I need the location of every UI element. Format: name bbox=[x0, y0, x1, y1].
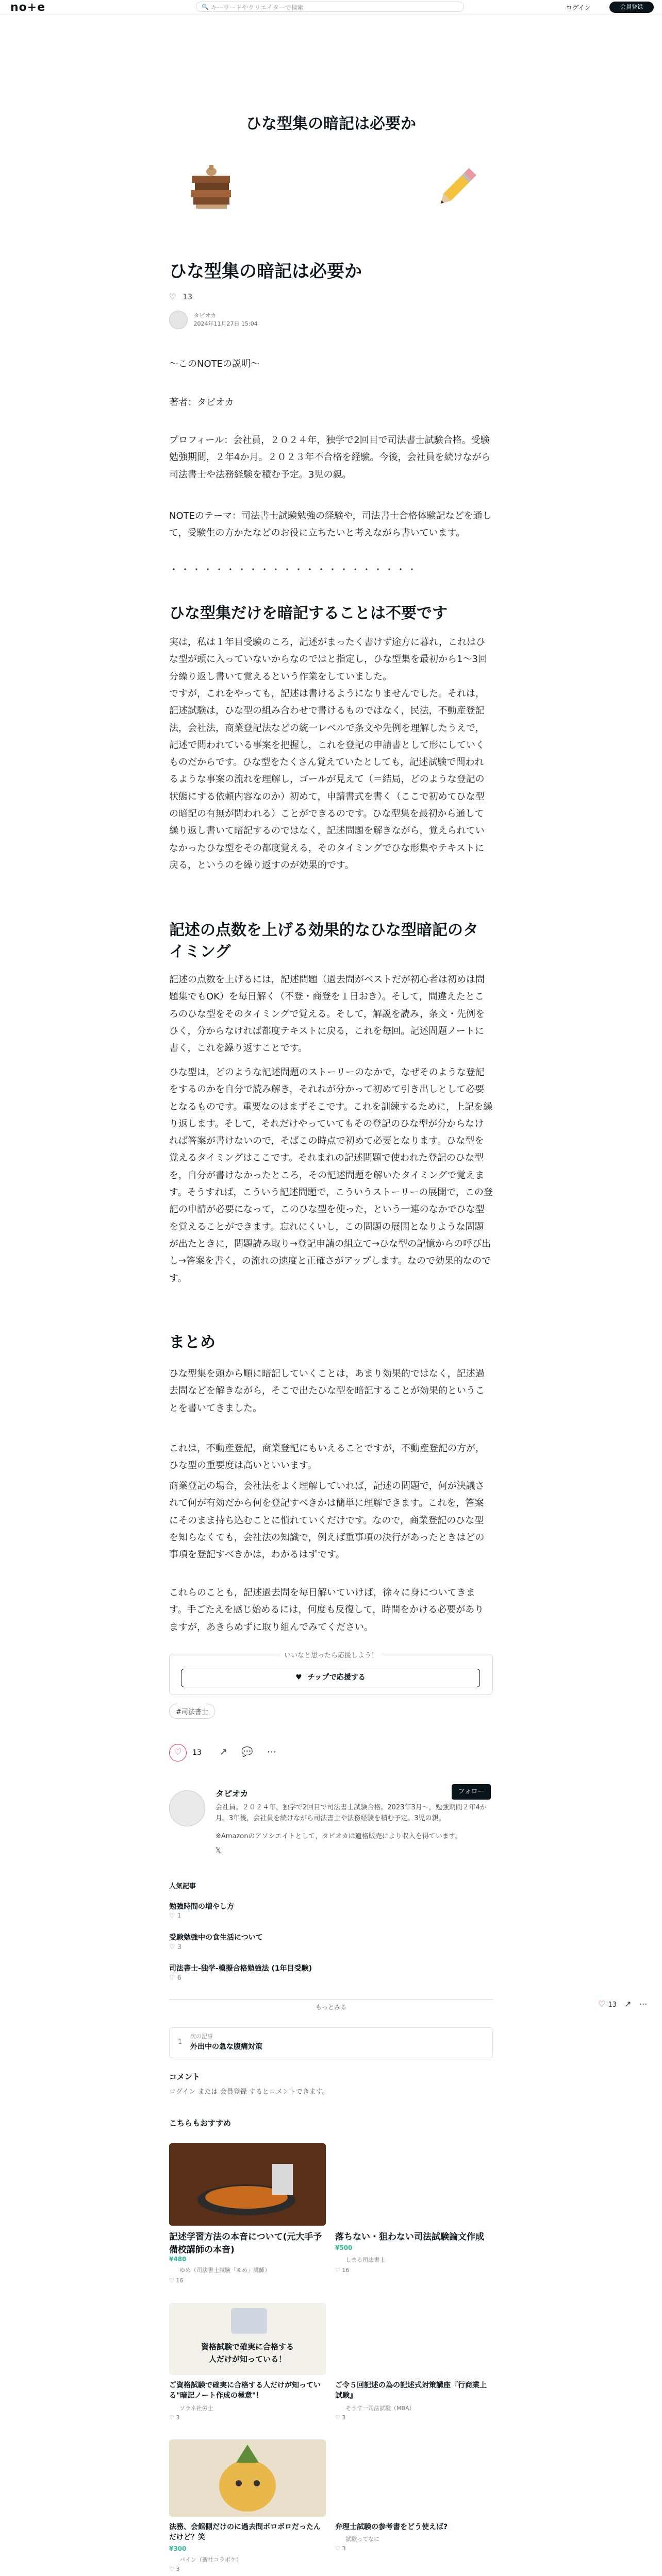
intro-heading: 〜このNOTEの説明〜 bbox=[169, 359, 260, 369]
next-article-box[interactable] bbox=[169, 2027, 493, 2058]
section-paragraph: これらのことも，記述過去問を毎日解いていけば，徐々に身についてきます。手ごたえを感じ始めるには，何度も反復して，時間をかける必要がありますが，あきらめずに取り組んでみてください。 bbox=[169, 1587, 484, 1633]
article-title: ひな型集の暗記は必要か bbox=[169, 261, 362, 282]
card-price: ¥480 bbox=[169, 2256, 187, 2263]
pencil-illustration bbox=[433, 165, 479, 211]
more-link[interactable]: もっとみる bbox=[315, 2004, 346, 2011]
card-likes: 3 bbox=[342, 2414, 346, 2421]
next-title: 外出中の急な腹痛対策 bbox=[190, 2043, 262, 2051]
share-icon[interactable]: ↗ bbox=[220, 1747, 228, 1757]
tip-button[interactable] bbox=[181, 1669, 480, 1687]
next-kicker: 次の記事 bbox=[190, 2033, 213, 2040]
dot-divider: ・・・・・・・・・・・・・・・・・・・・・・ bbox=[169, 565, 419, 575]
search-placeholder: キーワードやクリエイターで検索 bbox=[211, 4, 304, 11]
card-title[interactable]: 法務、会館側だけのに過去問ボロボロだったんだけど？笑 bbox=[169, 2523, 321, 2542]
popular-item[interactable]: 勉強時間の増やし方 bbox=[169, 1903, 234, 1911]
heart-icon: ♡ bbox=[169, 1912, 177, 1920]
like-button[interactable]: ♡ bbox=[169, 1744, 187, 1761]
tip-box bbox=[169, 1654, 493, 1695]
section-heading: ひな型集だけを暗記することは不要です bbox=[169, 604, 448, 622]
popular-item[interactable]: 司法書士-独学-模擬合格勉強法 (1年目受験) bbox=[169, 1964, 312, 1973]
card-author[interactable]: しまる司法書士 bbox=[345, 2257, 385, 2263]
follow-button[interactable]: フォロー bbox=[452, 1784, 491, 1800]
card-likes: 3 bbox=[342, 2545, 346, 2552]
signup-button[interactable]: 会員登録 bbox=[609, 2, 654, 13]
heart-icon: ♡ bbox=[169, 1974, 177, 1982]
section-paragraph: 記述の点数を上げるには，記述問題（過去問がベストだが初心者は初めは問題集でもOK）を毎日解く（不登・商登を１日おき）。そして，間違えたところのひな型をそのタイミングで覚える。そして，解説を読み，条文・先例をひく，分からなければ都度テキストに戻る，これを毎回。記述問題ノートに書く，これを繰り返すことです。 bbox=[169, 974, 485, 1054]
intro-profile: プロフィール：会社員，２０２４年，独学で2回目で司法書士試験合格。受験勉強期間，２年4か月。２０２３年不合格を経験。今後，会社員を続けながら司法書士や法務経験を積む予定。3児の親。 bbox=[169, 435, 491, 480]
side-actions bbox=[598, 1999, 648, 2009]
thumb-illustration bbox=[231, 2308, 267, 2334]
thumb-text: 人だけが知っている！ bbox=[208, 2354, 286, 2364]
note-logo[interactable]: no+e bbox=[10, 1, 46, 14]
card-title[interactable]: ご令５回記述の為の記述式対策講座『行商業上試験』 bbox=[335, 2381, 487, 2400]
card-title[interactable]: 弁理士試験の参考書をどう使えば? bbox=[335, 2523, 448, 2531]
x-icon[interactable]: 𝕏 bbox=[216, 1847, 221, 1855]
site-header bbox=[0, 0, 662, 14]
comment-icon[interactable]: 💬 bbox=[241, 1747, 253, 1757]
pineapple-illustration bbox=[169, 2439, 326, 2517]
thumb-text: 資格試験で確実に合格する bbox=[201, 2342, 294, 2351]
card-likes: 16 bbox=[342, 2267, 350, 2274]
popular-likes: 3 bbox=[177, 1943, 182, 1951]
hero-title: ひな型集の暗記は必要か bbox=[246, 115, 416, 133]
author-avatar-large[interactable] bbox=[169, 1790, 205, 1826]
section-paragraph: これは，不動産登記，商業登記にもいえることですが，不動産登記の方が，ひな型の重要度は高いといいます。 bbox=[169, 1443, 485, 1471]
author-bio-affiliate: ※Amazonのアソシエイトとして，タピオカは適格販売により収入を得ています。 bbox=[216, 1833, 462, 1840]
tip-label: いいなと思ったら応援しよう！ bbox=[170, 1650, 492, 1659]
section-paragraph: ひな型集を頭から順に暗記していくことは，あまり効果的ではなく，記述過去問などを解きながら，そこで出たひな型を暗記することが効果的ということを書いてきました。 bbox=[169, 1368, 485, 1414]
publish-date: 2024年11月27日 15:04 bbox=[193, 320, 258, 327]
side-heart-icon[interactable]: ♡ bbox=[598, 1999, 606, 2009]
card-thumbnail[interactable] bbox=[169, 2303, 326, 2375]
magazine-num: 1 bbox=[178, 2038, 183, 2046]
hashtag[interactable]: #司法書士 bbox=[169, 1704, 215, 1719]
heart-icon: ♡ bbox=[169, 1943, 177, 1951]
card-price: ¥300 bbox=[169, 2545, 187, 2552]
card-author[interactable]: ソラネ社労士 bbox=[179, 2405, 213, 2412]
heart-icon[interactable]: ♡ bbox=[169, 292, 176, 301]
card-likes: 16 bbox=[176, 2277, 184, 2284]
like-count: 13 bbox=[183, 292, 193, 301]
author-name[interactable]: タピオカ bbox=[193, 312, 217, 319]
section-paragraph: 商業登記の場合，会社法をよく理解していれば，記述の問題で，何が決議されて何が有効だから何を登記すべきかは簡単に理解できます。これを，答案にそのまま持ち込むことに慣れていくだけです。なので，商業登記のひな型を知らなくても，会社法の知識で，例えば重事項の決行があったときはどの事項を登記すべきかは，わかるはずです。 bbox=[169, 1481, 485, 1561]
card-thumbnail[interactable] bbox=[169, 2439, 326, 2517]
cooking-photo bbox=[169, 2143, 326, 2226]
card-likes: 3 bbox=[176, 2566, 180, 2572]
heart-icon: ♡ bbox=[169, 2277, 176, 2284]
search-icon: 🔍 bbox=[202, 4, 209, 10]
card-title[interactable]: 記述学習方法の本音について(元大手予備校講師の本音) bbox=[169, 2232, 322, 2255]
books-illustration bbox=[186, 157, 237, 214]
heart-icon: ♡ bbox=[335, 2414, 342, 2421]
tip-button-label: チップで応援する bbox=[307, 1673, 366, 1682]
card-author[interactable]: そうす一司法試験（MBA） bbox=[345, 2405, 415, 2412]
card-title[interactable]: ご資格試験で確実に合格する人だけが知っている"暗記ノート作成の極意"！ bbox=[169, 2381, 321, 2400]
side-more-icon[interactable]: ⋯ bbox=[639, 1999, 648, 2009]
side-like-count: 13 bbox=[608, 2001, 617, 2009]
search-input[interactable] bbox=[196, 2, 464, 12]
section-paragraph: 実は，私は１年目受験のころ，記述がまったく書けず途方に暮れ，これはひな型が頭に入っていないからなのではと指定し，ひな型集を最初から1〜3回分繰り返し書いて覚えるという作業をしていました。 bbox=[169, 637, 487, 682]
author-box-name[interactable]: タピオカ bbox=[216, 1789, 249, 1799]
intro-author: 著者：タピオカ bbox=[169, 397, 234, 408]
popular-likes: 6 bbox=[177, 1974, 182, 1982]
tip-icon: ♥ bbox=[295, 1673, 302, 1682]
popular-likes: 1 bbox=[177, 1912, 182, 1920]
card-price: ¥500 bbox=[335, 2244, 353, 2251]
intro-theme: NOTEのテーマ：司法書士試験勉強の経験や，司法書士合格体験記などを通して，受験生の方かたなどのお役に立ちたいと考えながら書いています。 bbox=[169, 511, 492, 539]
section-paragraph: ですが，これをやっても，記述は書けるようになりませんでした。それは，記述試験は，ひな型の組み合わせで書けるものではなく，民法，不動産登記法，会社法，商業登記法などの統一レベルで条文や先例を理解したうえで，記述で問われている事案を把握し，これを登記の申請書として形にしていくものだからです。ひな型をたくさん覚えていたとしても，記述試験で問われるような事案の流れを理解し，ゴールが見えて（＝結局，どのような登記の状態にする依頼内容なのか）初めて，申請書式を書く（ここで初めてひな型の暗記の有無が問われる）ことができるのです。ひな型集を最初から通して繰り返し書いて暗記するのではなく，記述問題を解きながら，覚えられていなかったひな型をその都度覚える，そのタイミングでひな形集やテキストに戻る，というのを繰り返すのが効果的です。 bbox=[169, 688, 485, 871]
card-thumbnail[interactable] bbox=[169, 2143, 326, 2226]
side-share-icon[interactable]: ↗ bbox=[624, 1999, 632, 2009]
section-heading: まとめ bbox=[169, 1333, 216, 1351]
comments-heading: コメント bbox=[169, 2072, 201, 2081]
login-link[interactable]: ログイン bbox=[566, 4, 591, 11]
heart-icon: ♡ bbox=[335, 2267, 342, 2274]
card-author[interactable]: ゆめ（司法書士試験「ゆめ」講師） bbox=[179, 2267, 270, 2274]
author-bio: 会社員。２０２４年，独学で2回目で司法書士試験合格。2023年3月〜，勉強期間２年4か月。3年後，会社員を続けながら司法書士や法務経験を積む予定。3児の親。 bbox=[216, 1804, 487, 1822]
section-heading: 記述の点数を上げる効果的なひな型暗記のタイミング bbox=[169, 921, 478, 961]
comments-login-text[interactable]: ログイン または 会員登録 するとコメントできます。 bbox=[169, 2088, 329, 2096]
recommend-heading: こちらもおすすめ bbox=[169, 2119, 231, 2128]
popular-item[interactable]: 受験勉強中の食生活について bbox=[169, 1934, 263, 1942]
card-author[interactable]: パイン（新社コラボケ） bbox=[179, 2556, 242, 2563]
heart-icon: ♡ bbox=[169, 2566, 176, 2572]
popular-heading: 人気記事 bbox=[169, 1883, 196, 1890]
card-title[interactable]: 落ちない・狙わない司法試験論文作成 bbox=[335, 2232, 484, 2242]
card-author[interactable]: 試験ってなに bbox=[345, 2536, 379, 2543]
like-count: 13 bbox=[192, 1749, 202, 1757]
card-likes: 3 bbox=[176, 2414, 180, 2421]
heart-icon: ♡ bbox=[335, 2545, 342, 2552]
section-paragraph: ひな型は，どのような記述問題のストーリーのなかで，なぜそのような登記をするのかを自分で読み解き，それれが分かって初めて引き出しとして必要となるものです。重要なのはまずそこです。これを訓練するために，上記を繰り返します。そして，それだけやっていてもその登記のひな型が分からなければ答案が書けないので，そばこの時点で初めて必要となります。ひな型を覚えるタイミングはここです。それまれの記述問題で使われた登記のひな型を，自分が書けなかったところ，その記述問題を解いたタイミングで覚えます。そうすれば，こういう記述問題で，こういうストーリーの展開で，この登記の申請が必要になって，このひな型を使った，という一連のなかでひな型を覚えることができます。忘れにくいし，この問題の展開となりような問題が出たときに，問題読み取り→登記申請の組立て→ひな型の記憶からの呼び出し→答案を書く，の流れの速度と正確さがアップします。なので効果的なのです。 bbox=[169, 1067, 493, 1284]
more-icon[interactable]: ⋯ bbox=[267, 1747, 276, 1757]
author-avatar[interactable] bbox=[169, 311, 188, 329]
author-box bbox=[169, 1780, 493, 1855]
heart-icon: ♡ bbox=[169, 2414, 176, 2421]
